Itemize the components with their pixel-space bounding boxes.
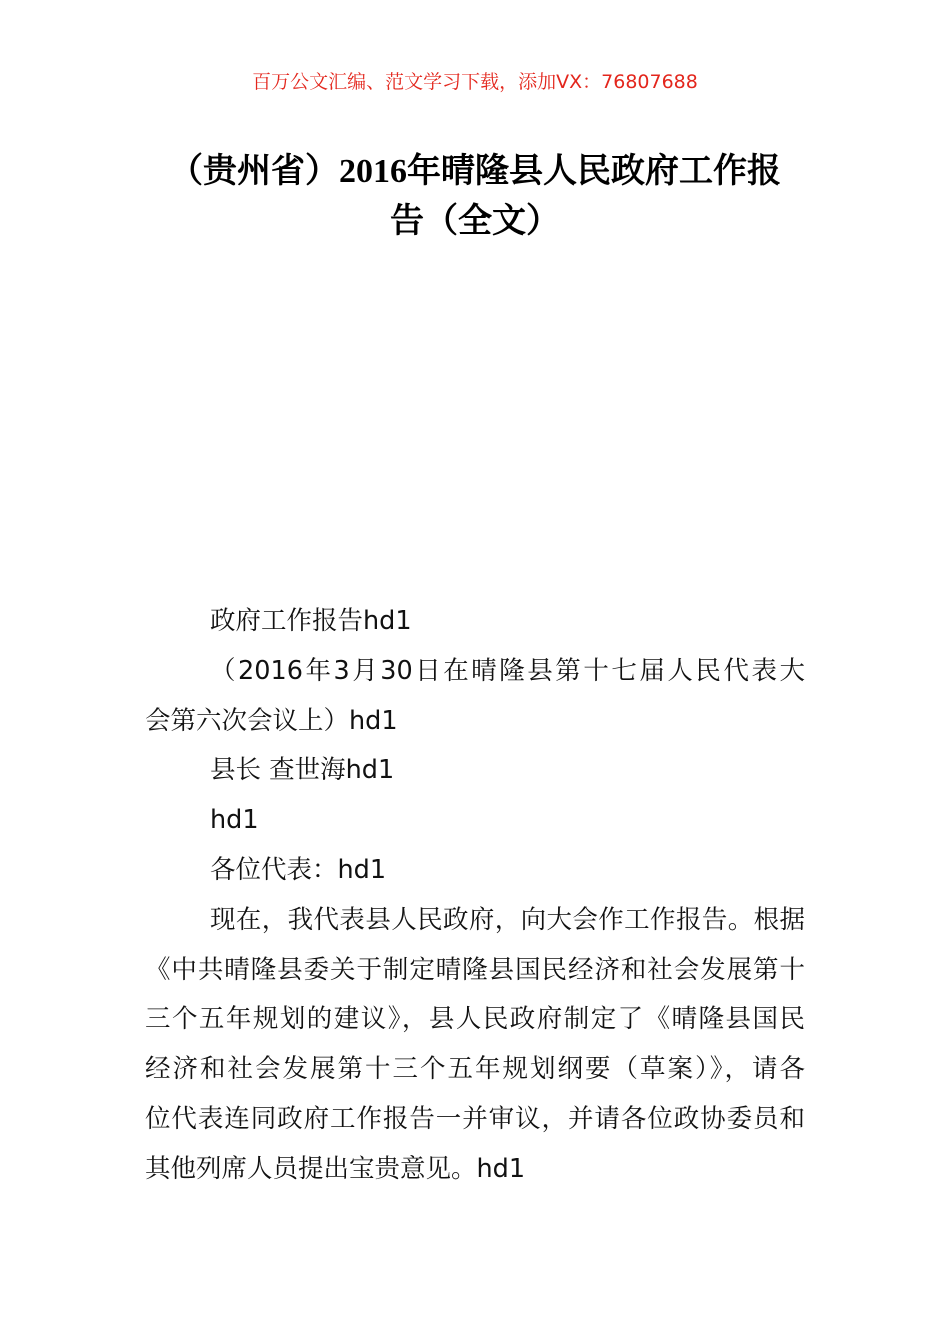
meeting-note-line: （2016年3月30日在晴隆县第十七届人民代表大	[210, 655, 805, 686]
paragraph-line: 《中共晴隆县委关于制定晴隆县国民经济和社会发展第十	[145, 954, 805, 985]
paragraph-line: 其他列席人员提出宝贵意见。hd1	[145, 1153, 526, 1184]
document-title	[0, 147, 950, 247]
title-line-2: 告（全文）	[390, 203, 560, 240]
meeting-note-line: 会第六次会议上）hd1	[145, 705, 398, 736]
marker-line: hd1	[210, 805, 259, 836]
paragraph-line: 三个五年规划的建议》，县人民政府制定了《晴隆县国民	[145, 1004, 805, 1035]
speaker-line: 县长 查世海hd1	[210, 755, 395, 786]
promo-header: 百万公文汇编、范文学习下载，添加VX：76807688	[252, 71, 698, 93]
salutation-line: 各位代表：hd1	[210, 854, 387, 885]
paragraph-line: 现在，我代表县人民政府，向大会作工作报告。根据	[210, 904, 805, 935]
report-heading-line: 政府工作报告hd1	[210, 606, 412, 636]
document-body	[145, 597, 805, 1195]
paragraph-line: 经济和社会发展第十三个五年规划纲要（草案）》，请各	[145, 1054, 805, 1085]
paragraph-line: 位代表连同政府工作报告一并审议，并请各位政协委员和	[145, 1103, 805, 1134]
title-line-1: （贵州省）2016年晴隆县人民政府工作报	[169, 153, 781, 190]
